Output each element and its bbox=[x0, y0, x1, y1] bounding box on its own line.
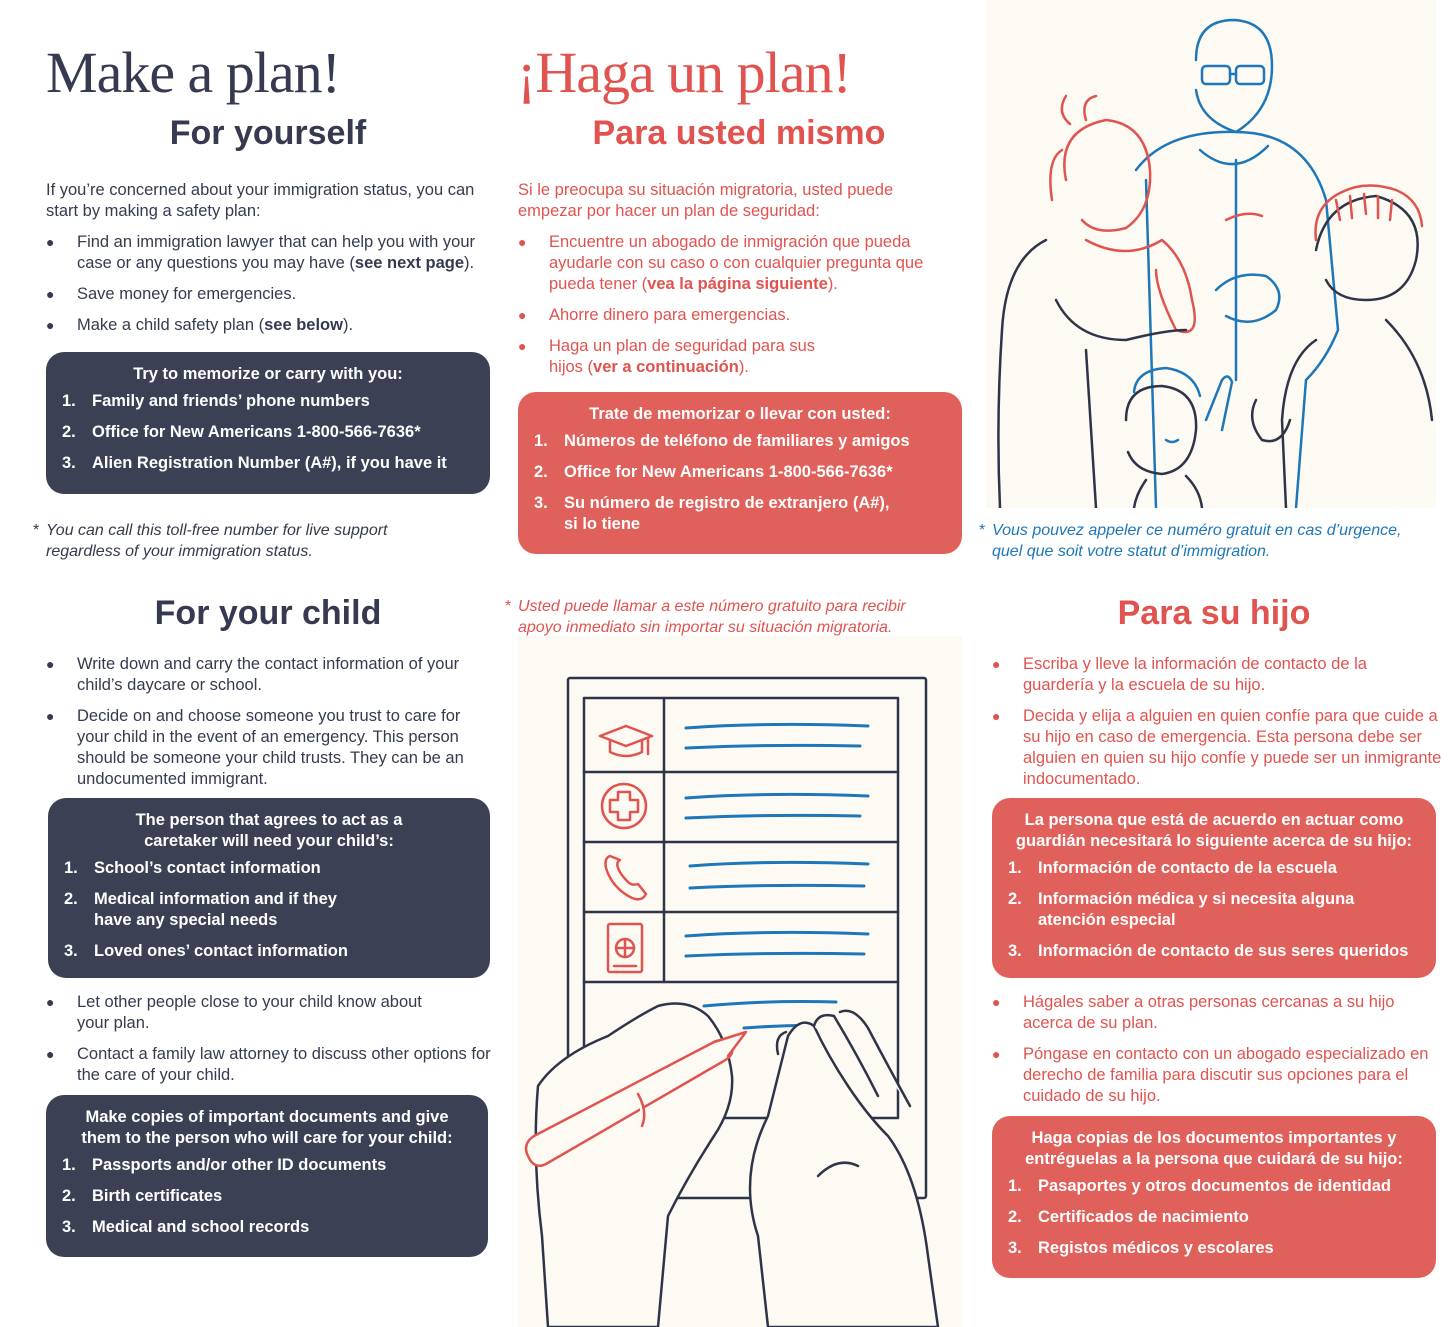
heading-para-usted-mismo: Para usted mismo bbox=[592, 114, 886, 152]
child-list-1-es bbox=[992, 654, 1442, 800]
list-item: 3. Loved ones’ contact information bbox=[64, 942, 348, 960]
list-item: ● Ahorre dinero para emergencias. bbox=[518, 306, 791, 324]
list-item: 1. Información de contacto de la escuela bbox=[1008, 859, 1337, 877]
list-item: 3. Registos médicos y escolares bbox=[1008, 1239, 1274, 1257]
heading-para-su-hijo: Para su hijo bbox=[1117, 594, 1311, 632]
intro-text-en: If you’re concerned about your immigration status, you can start by making a safety plan: bbox=[46, 181, 475, 220]
list-item: 2. Certificados de nacimiento bbox=[1008, 1208, 1249, 1226]
box-heading: La persona que está de acuerdo en actuar como guardián necesitará lo siguiente acerca de su hijo: bbox=[1015, 811, 1413, 850]
list-item: 3. Alien Registration Number (A#), if you have it bbox=[62, 454, 447, 472]
heading-for-your-child: For your child bbox=[154, 594, 382, 632]
list-item: 3. Su número de registro de extranjero (A#), si lo tiene bbox=[534, 494, 890, 533]
yourself-list-es bbox=[518, 232, 943, 388]
list-item: ● Encuentre un abogado de inmigración que pueda ayudarle con su caso o con cualquier pregunta que pueda tener (vea la página siguiente). bbox=[518, 233, 924, 293]
list-item: ● Póngase en contacto con un abogado especializado en derecho de familia para discutir sus opciones para el cuidado de su hijo. bbox=[992, 1045, 1429, 1105]
child-list-2-en bbox=[46, 992, 494, 1096]
child-list-1-en bbox=[46, 654, 494, 800]
family-group-illustration bbox=[986, 0, 1436, 508]
caretaker-box-es bbox=[992, 798, 1436, 978]
list-item: 1. Passports and/or other ID documents bbox=[62, 1156, 387, 1174]
graduation-cap-icon bbox=[600, 726, 652, 756]
medical-cross-icon bbox=[602, 784, 646, 828]
yourself-list-en bbox=[46, 232, 496, 346]
list-item: ● Find an immigration lawyer that can help you with your case or any questions you may have (see next page). bbox=[46, 233, 476, 272]
intro-text-es: Si le preocupa su situación migratoria, usted puede empezar por hacer un plan de seguridad: bbox=[518, 181, 894, 220]
box-heading: The person that agrees to act as a caretaker will need your child’s: bbox=[135, 811, 403, 850]
footnote-en: * You can call this toll-free number for live support regardless of your immigration status. bbox=[33, 522, 388, 560]
list-item: ● Decide on and choose someone you trust to care for your child in the event of an emergency. This person should be someone your child trusts. They can be an undocumented immigrant. bbox=[46, 707, 464, 788]
checklist-drawing bbox=[518, 636, 962, 1327]
list-item: 1. Números de teléfono de familiares y amigos bbox=[534, 432, 910, 450]
caretaker-box-en bbox=[48, 798, 490, 978]
box-heading: Make copies of important documents and give them to the person who will care for your child: bbox=[81, 1108, 453, 1147]
list-item: 1. School’s contact information bbox=[64, 859, 321, 877]
box-heading: Try to memorize or carry with you: bbox=[133, 365, 403, 383]
list-item: ● Decida y elija a alguien en quien confíe para que cuide a su hijo en caso de emergencia. Esta persona debe ser alguien en quien su hijo confíe y puede ser un inmigrante indocumentado. bbox=[992, 707, 1442, 788]
hands-filling-checklist-illustration bbox=[518, 636, 962, 1327]
page-title-en: Make a plan! bbox=[46, 40, 340, 105]
list-item: 2. Office for New Americans 1-800-566-7636* bbox=[534, 463, 893, 481]
footnote-fr: * Vous pouvez appeler ce numéro gratuit en cas d’urgence, quel que soit votre statut d’immigration. bbox=[979, 522, 1402, 560]
list-item: 2. Medical information and if they have any special needs bbox=[64, 890, 337, 929]
list-item: 2. Office for New Americans 1-800-566-7636* bbox=[62, 423, 421, 441]
list-item: 2. Información médica y si necesita alguna atención especial bbox=[1008, 890, 1355, 929]
list-item: ● Hágales saber a otras personas cercanas a su hijo acerca de su plan. bbox=[992, 993, 1395, 1032]
list-item: ● Escriba y lleve la información de contacto de la guardería y la escuela de su hijo. bbox=[992, 655, 1367, 694]
copies-box-es bbox=[992, 1116, 1436, 1278]
copies-box-en bbox=[46, 1095, 488, 1257]
phone-icon bbox=[606, 856, 647, 899]
memorize-box-es bbox=[518, 392, 962, 554]
family-drawing bbox=[986, 0, 1436, 508]
list-item: ● Haga un plan de seguridad para sus hijos (ver a continuación). bbox=[518, 337, 816, 376]
list-item: ● Let other people close to your child know about your plan. bbox=[46, 993, 422, 1032]
box-heading: Haga copias de los documentos importantes y entréguelas a la persona que cuidará de su hijo: bbox=[1025, 1129, 1403, 1168]
memorize-box-en bbox=[46, 352, 490, 494]
box-heading: Trate de memorizar o llevar con usted: bbox=[589, 405, 891, 423]
list-item: 2. Birth certificates bbox=[62, 1187, 223, 1205]
list-item: 3. Información de contacto de sus seres queridos bbox=[1008, 942, 1409, 960]
list-item: 1. Pasaportes y otros documentos de identidad bbox=[1008, 1177, 1391, 1195]
list-item: ● Write down and carry the contact information of your child’s daycare or school. bbox=[46, 655, 460, 694]
list-item: 1. Family and friends’ phone numbers bbox=[62, 392, 370, 410]
list-item: ● Make a child safety plan (see below). bbox=[46, 316, 354, 334]
page-title-es: ¡Haga un plan! bbox=[517, 40, 851, 105]
child-list-2-es bbox=[992, 992, 1440, 1117]
list-item: ● Contact a family law attorney to discuss other options for the care of your child. bbox=[46, 1045, 491, 1084]
passport-icon bbox=[608, 924, 642, 972]
list-item: 3. Medical and school records bbox=[62, 1218, 310, 1236]
list-item: ● Save money for emergencies. bbox=[46, 285, 297, 303]
footnote-es: * Usted puede llamar a este número gratuito para recibir apoyo inmediato sin importar su situación migratoria. bbox=[505, 598, 906, 636]
heading-for-yourself: For yourself bbox=[169, 114, 367, 152]
